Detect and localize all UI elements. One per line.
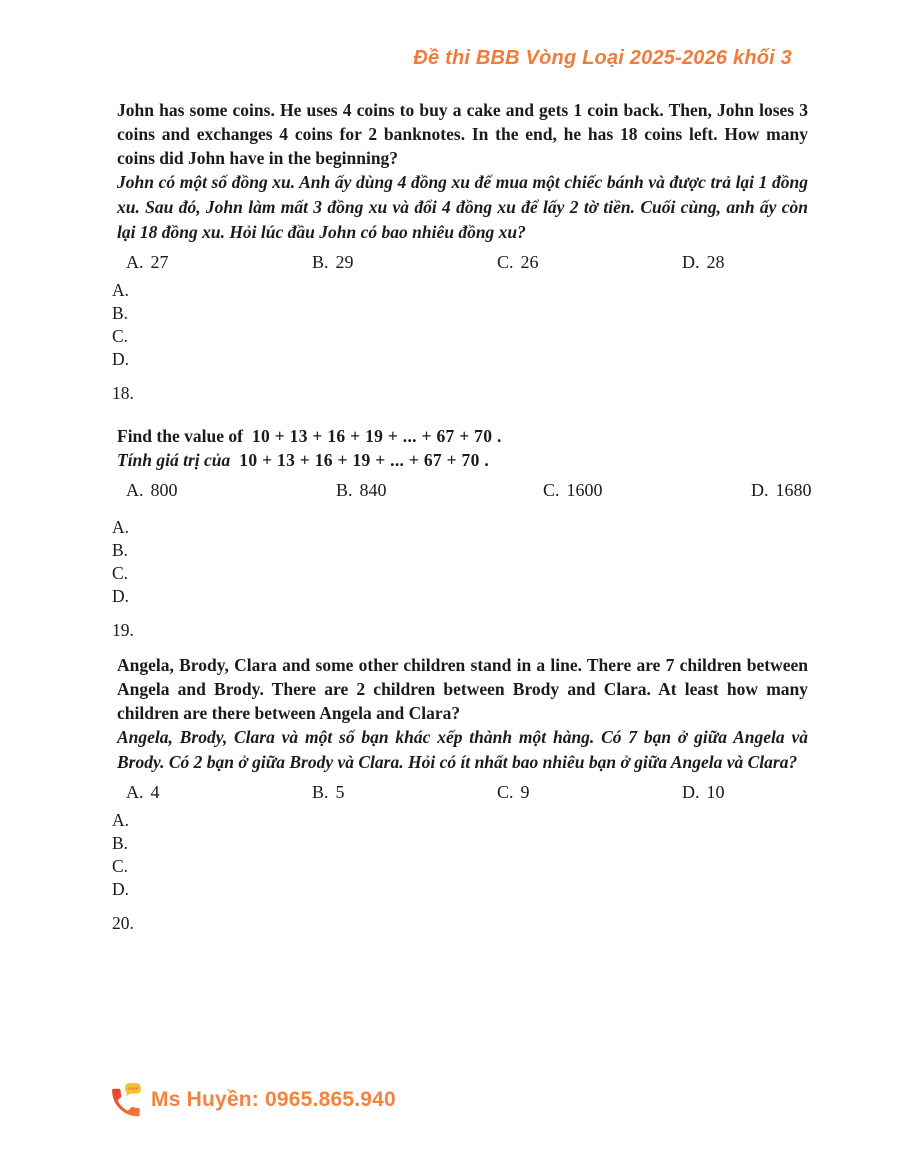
- question-block-19: [112, 653, 808, 901]
- question-text-en: Angela, Brody, Clara and some other children stand in a line. There are 7 children between Angela and Brody. There are 2 children between Brody and Clara. At least how many children are there between Angela and Clara?: [117, 655, 808, 723]
- answer-line-b: B.: [112, 833, 129, 853]
- option-label: B.: [336, 480, 353, 500]
- answer-line-d: D.: [112, 879, 130, 899]
- options-row: [112, 780, 808, 804]
- answer-line-c: C.: [112, 563, 129, 583]
- option-value: 800: [150, 480, 178, 500]
- phone-chat-icon: [106, 1082, 142, 1118]
- question-en-label: Find the value of: [117, 426, 243, 446]
- option-label: D.: [682, 252, 700, 272]
- option-value: 1600: [566, 480, 603, 500]
- option-value: 1680: [775, 480, 812, 500]
- answer-lines: [112, 516, 808, 608]
- option-value: 840: [359, 480, 387, 500]
- option-label: B.: [312, 252, 329, 272]
- answer-lines: [112, 279, 808, 371]
- answer-line-c: C.: [112, 326, 129, 346]
- question-text-vi: John có một số đồng xu. Anh ấy dùng 4 đồng xu để mua một chiếc bánh và được trả lại 1 đồng xu. Sau đó, John làm mất 3 đồng xu và đổi 4 đồng xu để lấy 2 tờ tiền. Cuối cùng, anh ấy còn lại 18 đồng xu. Hỏi lúc đầu John có bao nhiêu đồng xu?: [117, 172, 808, 242]
- option-c: [497, 780, 682, 804]
- option-label: C.: [497, 782, 514, 802]
- option-label: A.: [126, 782, 144, 802]
- answer-line-a: A.: [112, 517, 130, 537]
- math-expression: 10 + 13 + 16 + 19 + ... + 67 + 70 .: [251, 426, 502, 446]
- option-value: 9: [520, 782, 530, 802]
- answer-line-b: B.: [112, 540, 129, 560]
- option-label: B.: [312, 782, 329, 802]
- exam-title: Đề thi BBB Vòng Loại 2025-2026 khối 3: [413, 47, 792, 69]
- option-label: A.: [126, 480, 144, 500]
- contact-footer: [106, 1082, 396, 1118]
- question-number-20: 20.: [112, 913, 134, 933]
- option-value: 10: [706, 782, 725, 802]
- question-text-vi: [112, 448, 808, 473]
- option-c: [497, 250, 682, 274]
- question-text-en: [112, 424, 808, 448]
- question-number-19: 19.: [112, 620, 134, 640]
- question-block-17: [112, 98, 808, 371]
- option-d: [682, 250, 808, 274]
- answer-lines: [112, 809, 808, 901]
- answer-line-d: D.: [112, 586, 130, 606]
- option-label: C.: [497, 252, 514, 272]
- question-block-18: [112, 424, 812, 608]
- option-b: [312, 250, 497, 274]
- option-label: C.: [543, 480, 560, 500]
- option-label: D.: [751, 480, 769, 500]
- question-text-vi: Angela, Brody, Clara và một số bạn khác xếp thành một hàng. Có 7 bạn ở giữa Angela và Brody. Có 2 bạn ở giữa Brody và Clara. Hỏi có ít nhất bao nhiêu bạn ở giữa Angela và Clara?: [117, 727, 808, 772]
- option-value: 27: [150, 252, 169, 272]
- options-row: [112, 478, 812, 502]
- option-label: D.: [682, 782, 700, 802]
- answer-line-d: D.: [112, 349, 130, 369]
- option-b: [312, 780, 497, 804]
- question-text-en: John has some coins. He uses 4 coins to buy a cake and gets 1 coin back. Then, John loses 3 coins and exchanges 4 coins for 2 banknotes. In the end, he has 18 coins left. How many coins did John have in the beginning?: [117, 100, 808, 168]
- question-vi-label: Tính giá trị của: [117, 450, 231, 470]
- option-value: 29: [335, 252, 354, 272]
- option-value: 5: [335, 782, 345, 802]
- question-number-18: 18.: [112, 383, 134, 403]
- options-row: [112, 250, 808, 274]
- option-a: [126, 780, 312, 804]
- option-a: [126, 478, 336, 502]
- option-value: 28: [706, 252, 725, 272]
- option-value: 26: [520, 252, 539, 272]
- option-value: 4: [150, 782, 160, 802]
- math-expression: 10 + 13 + 16 + 19 + ... + 67 + 70 .: [239, 450, 490, 470]
- option-d: [751, 478, 812, 502]
- option-label: A.: [126, 252, 144, 272]
- contact-text: Ms Huyền: 0965.865.940: [151, 1088, 396, 1111]
- answer-line-c: C.: [112, 856, 129, 876]
- answer-line-a: A.: [112, 810, 130, 830]
- option-a: [126, 250, 312, 274]
- page-header: [0, 0, 900, 70]
- option-b: [336, 478, 543, 502]
- exam-content: [0, 70, 900, 934]
- option-d: [682, 780, 808, 804]
- answer-line-a: A.: [112, 280, 130, 300]
- answer-line-b: B.: [112, 303, 129, 323]
- option-c: [543, 478, 751, 502]
